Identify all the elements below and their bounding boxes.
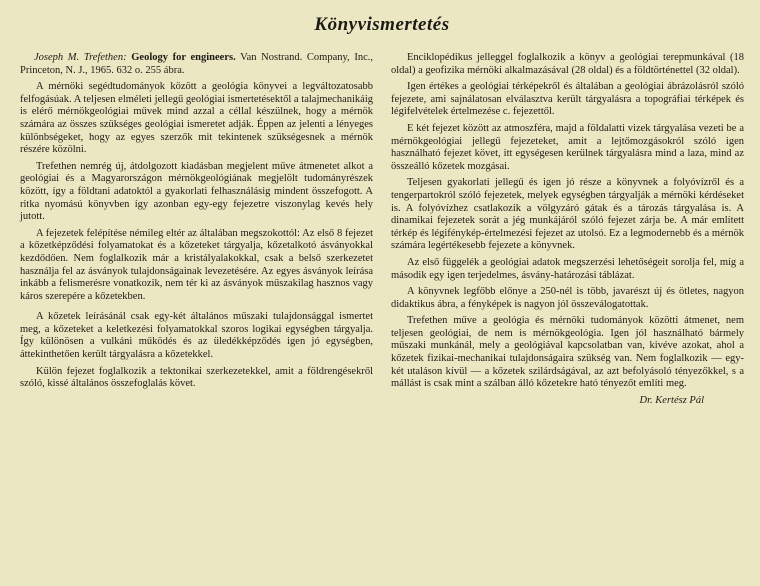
left-column — [20, 52, 373, 395]
citation-details: Van Nostrand. Company, Inc., Princeton, N. J., 1965. 632 o. 255 ábra. — [20, 52, 373, 76]
paragraph: E két fejezet között az atmoszféra, majd a földalatti vizek tárgyalása vezeti be a mérnökgeológiai jellegű fejezeteket, amit a lejtőmozgásokról szóló igen használható fejezet követ, itt egységesen kerülnek tárgyalásra mind a laza, mind az összeálló kőzetek mozgásai. — [391, 122, 744, 172]
citation — [20, 52, 373, 77]
article-body — [20, 52, 744, 411]
paragraph: A mérnöki segédtudományok között a geológia könyvei a legváltozatosabb felfogásúak. A teljesen elméleti jellegű geológiai ismertetésektől a talajmechanikáig is elérő mérnökgeológiai művek mind azzal a céllal készülnek, hogy a mérnök számára az összes szükséges geológiai ismeretet adják. Éppen az jelenti a lényeges különbségeket, hogy az egyes szerzők mit tekintenek szükségesnek a mérnök részére közölni. — [20, 81, 373, 156]
paragraph: Igen értékes a geológiai térképekről és általában a geológiai ábrázolásról szóló fejezete, ami sajnálatosan elválasztva került tárgyalásra a topográfiai térképek és légifelvételek értelmezése c. fejezettől. — [391, 81, 744, 118]
citation-author: Joseph M. Trefethen: — [34, 52, 127, 63]
paragraph: Trefethen műve a geológia és mérnöki tudományok közötti átmenet, nem teljesen geológiai, de nem is mérnökgeológia. Igen jól használható bármely műszaki munkánál, mely a geológiával kapcsolatban van, kivéve azokat, ahol a kőzetek fizikai-mechanikai tulajdonságaira szükség van. Nem foglalkozik — egy-két utaláson kívül — a kőzetek szilárdságával, az azt befolyásoló tényezőkkel, s a mállást is csak mint a szálban álló kőzetekre ható tényezőt említi meg. — [391, 315, 744, 390]
page-title: Könyvismertetés — [314, 14, 450, 35]
paragraph: Az első függelék a geológiai adatok megszerzési lehetőségeit sorolja fel, míg a második egy igen terjedelmes, ásvány-határozási táblázat. — [391, 256, 744, 281]
signature: Dr. Kertész Pál — [639, 394, 704, 406]
paragraph: A kőzetek leírásánál csak egy-két általános műszaki tulajdonsággal ismertet meg, a kőzeteket a keletkezési folyamatokkal szoros logikai egységben tárgyalja. Így különösen a vulkáni működés és az üledékképződés igen jó egységben, áttekinthetően került tárgyalásra a kőzetekkel. — [20, 311, 373, 361]
paragraph: A fejezetek felépítése némileg eltér az általában megszokottól: Az első 8 fejezet a kőzetképződési folyamatokat és a kőzeteket tárgyalja, kőzetalkotó ásványokkal kezdődően. Nem foglalkozik már a kristályalakokkal, csak a belső szerkezetet használja fel az ásványok tulajdonságainak levezetésére. Az egyes ásványok leírása inkább a felismerésre vonatkozik, nem tér ki az ásványok műszakilag hasznos vagy káros szerepére a kőzetekben. — [20, 227, 373, 302]
paragraph: Külön fejezet foglalkozik a tektonikai szerkezetekkel, amit a földrengésekről szóló, kissé általános összefoglalás követ. — [20, 365, 373, 390]
paragraph: Trefethen nemrég új, átdolgozott kiadásban megjelent műve átmenetet alkot a geológiai és a Magyarországon mérnökgeológiának megjelölt tudományrészek között, így a földtani adatoktól a gyakorlati felhasználásig mindent összefogott. A ritka nyomású könyvben így azonban egy-egy fejezetre viszonylag kevés hely jutott. — [20, 160, 373, 223]
paragraph: Enciklopédikus jelleggel foglalkozik a könyv a geológiai terepmunkával (18 oldal) a geofizika mérnöki alkalmazásával (28 oldal) és a földtörténettel (32 oldal). — [391, 52, 744, 76]
paragraph: A könyvnek legfőbb előnye a 250-nél is több, javarészt új és ötletes, nagyon didaktikus ábra, a fényképek is nagyon jól összeválogatottak. — [391, 286, 744, 310]
right-column — [391, 52, 744, 411]
citation-book-title: Geology for engineers. — [131, 52, 236, 63]
paragraph: Teljesen gyakorlati jellegű és igen jó része a könyvnek a folyóvízről és a tengerpartokról szóló fejezetek, melyek egységben tárgyalják a mérnöki kérdéseket is. A folyóvízhez csatlakozik a völgyzáró gátak és a tározás tárgyalása is. A dinamikai fejezetek sorát a jég munkájáról szóló fejezet zárja be. A már említett térkép és légifénykép-értelmezési fejezet az utolsó. Ez a legmodernebb és a mérnök számára legértékesebb fejezete a könyvnek. — [391, 177, 744, 252]
